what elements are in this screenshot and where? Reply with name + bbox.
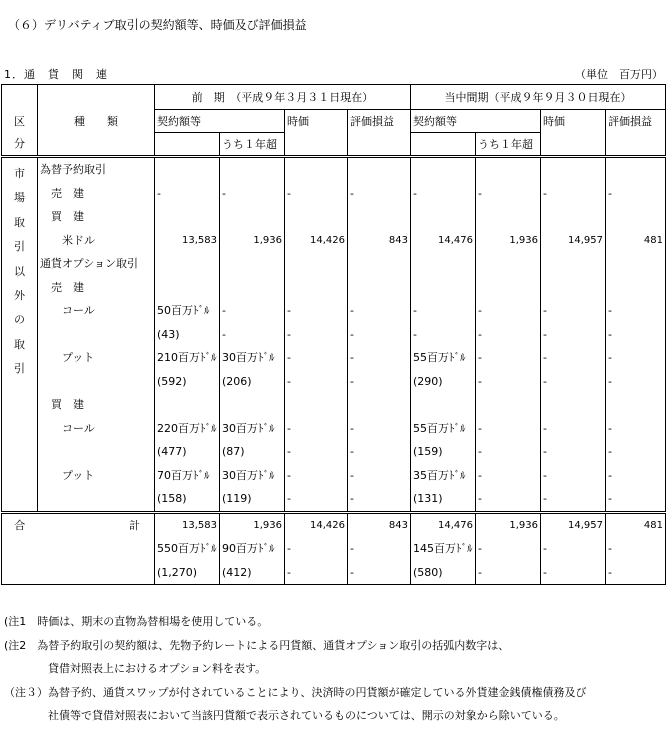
total-value-cell: (1,270) [155,561,220,585]
unit-label: （単位 百万円） [575,68,663,81]
header-curr-fv-blank [541,133,606,157]
table-row [2,276,666,300]
value-cell [220,276,285,300]
header-curr-period: 当中間期（平成９年９月３０日現在） [411,85,666,110]
total-value-cell: (412) [220,561,285,585]
value-cell: - [285,487,348,512]
kind-cell [38,323,155,347]
value-cell [348,276,411,300]
value-cell: - [348,487,411,512]
total-value-cell: - [476,561,541,585]
table-row [2,157,666,182]
note-3-cont: 社債等で貸借対照表において当該円貨額で表示されているものについては、開示の対象から除いている。 [48,709,565,722]
value-cell [476,252,541,276]
derivatives-table [1,84,666,585]
value-cell: (119) [220,487,285,512]
total-value-cell: - [476,537,541,561]
value-cell: - [476,440,541,464]
category-char: の [14,313,25,327]
category-char: 以 [14,264,25,278]
value-cell: - [606,464,666,488]
value-cell [411,157,476,182]
total-value-cell: - [606,561,666,585]
total-value-cell: 481 [606,512,666,537]
value-cell [155,205,220,229]
value-cell: - [606,323,666,347]
value-cell: 13,583 [155,229,220,253]
value-cell [285,276,348,300]
value-cell: - [476,182,541,206]
value-cell [220,393,285,417]
value-cell: (87) [220,440,285,464]
category-char: 取 [14,215,25,229]
total-value-cell: 90百万ﾄﾞﾙ [220,537,285,561]
value-cell [476,393,541,417]
total-value-cell: - [541,561,606,585]
header-prev-valuation: 評価損益 [348,110,411,133]
value-cell: - [220,299,285,323]
category-char: 引 [14,362,25,376]
value-cell: - [476,370,541,394]
value-cell: - [606,299,666,323]
value-cell [220,252,285,276]
value-cell: - [348,346,411,370]
value-cell [411,252,476,276]
total-value-cell: 1,936 [476,512,541,537]
value-cell [541,276,606,300]
table-row [2,299,666,323]
category-char: 外 [14,289,25,303]
kind-cell: コール [38,417,155,441]
value-cell: - [285,299,348,323]
kind-cell: プット [38,346,155,370]
value-cell: - [606,346,666,370]
value-cell: 14,476 [411,229,476,253]
total-value-cell: 550百万ﾄﾞﾙ [155,537,220,561]
total-label-left: 合 [2,512,38,585]
header-prev-over-one-year: うち１年超 [220,133,285,157]
header-curr-valuation: 評価損益 [606,110,666,133]
kind-cell: 為替予約取引 [38,157,155,182]
category-char: 引 [14,240,25,254]
total-value-cell: - [348,561,411,585]
value-cell [606,252,666,276]
value-cell: (290) [411,370,476,394]
kind-cell [38,370,155,394]
total-row [2,512,666,537]
value-cell: - [348,323,411,347]
value-cell [285,205,348,229]
header-curr-contract: 契約額等 [411,110,476,133]
total-value-cell: 14,426 [285,512,348,537]
value-cell: - [155,182,220,206]
table-row [2,182,666,206]
header-prev-val-blank [348,133,411,157]
value-cell: - [348,417,411,441]
value-cell: - [606,417,666,441]
value-cell: (159) [411,440,476,464]
value-cell [220,157,285,182]
header-category-2: 分 [2,133,38,157]
header-curr-contract-cont [476,110,541,133]
value-cell: - [541,299,606,323]
value-cell: - [220,323,285,347]
value-cell: - [606,370,666,394]
value-cell [606,205,666,229]
value-cell: - [285,323,348,347]
value-cell: 55百万ﾄﾞﾙ [411,346,476,370]
total-value-cell: (580) [411,561,476,585]
category-char: 取 [14,337,25,351]
header-prev-fair-value: 時価 [285,110,348,133]
value-cell [411,205,476,229]
value-cell: - [541,346,606,370]
total-value-cell: 14,957 [541,512,606,537]
note-2-cont: 貸借対照表上におけるオプション料を表す。 [48,662,267,675]
category-vertical [2,157,38,513]
value-cell [348,252,411,276]
kind-cell: 買 建 [38,393,155,417]
value-cell: - [348,299,411,323]
value-cell [155,252,220,276]
value-cell [476,276,541,300]
value-cell [606,157,666,182]
value-cell: 30百万ﾄﾞﾙ [220,346,285,370]
table-row [2,487,666,512]
value-cell [155,276,220,300]
header-category-1: 区 [2,110,38,133]
header-blank-cat [2,85,38,110]
value-cell: 1,936 [476,229,541,253]
value-cell [348,157,411,182]
value-cell: 843 [348,229,411,253]
total-value-cell: 14,476 [411,512,476,537]
value-cell [285,252,348,276]
value-cell [541,393,606,417]
value-cell [606,393,666,417]
value-cell [411,393,476,417]
value-cell: - [606,487,666,512]
table-row [2,323,666,347]
value-cell [476,157,541,182]
header-kind: 種 類 [38,110,155,133]
header-prev-contract: 契約額等 [155,110,220,133]
value-cell: - [541,323,606,347]
value-cell: - [348,182,411,206]
value-cell: - [285,417,348,441]
header-prev-fv-blank [285,133,348,157]
value-cell: - [411,323,476,347]
kind-cell: コール [38,299,155,323]
value-cell: (131) [411,487,476,512]
value-cell [348,393,411,417]
section-title: 1．通 貨 関 連 [4,68,108,81]
value-cell: 1,936 [220,229,285,253]
value-cell: - [476,346,541,370]
value-cell [285,157,348,182]
header-prev-period: 前 期 （平成９年３月３１日現在） [155,85,411,110]
value-cell: - [541,487,606,512]
value-cell: 14,957 [541,229,606,253]
table-row [2,440,666,464]
value-cell [155,393,220,417]
value-cell: - [541,440,606,464]
total-label-right: 計 [38,512,155,585]
header-curr-over-one-year: うち１年超 [476,133,541,157]
value-cell: - [541,182,606,206]
note-2: (注2 為替予約取引の契約額は、先物予約レートによる円貨額、通貨オプション取引の括弧内数字は、 [4,638,510,652]
value-cell: - [348,440,411,464]
value-cell: - [541,464,606,488]
value-cell: (477) [155,440,220,464]
total-value-cell: 145百万ﾄﾞﾙ [411,537,476,561]
value-cell: - [476,299,541,323]
value-cell [411,276,476,300]
table-row [2,252,666,276]
value-cell [348,205,411,229]
header-prev-contract-cont [220,110,285,133]
value-cell: 220百万ﾄﾞﾙ [155,417,220,441]
table-row [2,370,666,394]
notes [4,610,586,728]
total-value-cell: - [285,561,348,585]
value-cell: 210百万ﾄﾞﾙ [155,346,220,370]
value-cell: - [541,370,606,394]
value-cell: - [476,323,541,347]
value-cell: - [411,182,476,206]
value-cell: - [220,182,285,206]
note-3: （注３）為替予約、通貨スワップが付されていることにより、決済時の円貨額が確定している外貨建金銭債権債務及び [4,685,587,699]
value-cell: (206) [220,370,285,394]
total-value-cell: 13,583 [155,512,220,537]
kind-cell: 買 建 [38,205,155,229]
table-row [2,417,666,441]
total-value-cell: - [541,537,606,561]
category-char: 場 [14,191,25,205]
table-row [2,205,666,229]
value-cell [606,276,666,300]
note-1: (注1 時価は、期末の直物為替相場を使用している。 [4,615,269,628]
header-curr-contract-blank [411,133,476,157]
total-value-cell: - [606,537,666,561]
value-cell: (158) [155,487,220,512]
value-cell: - [606,440,666,464]
value-cell: - [606,182,666,206]
value-cell: - [285,464,348,488]
value-cell [220,205,285,229]
value-cell: 55百万ﾄﾞﾙ [411,417,476,441]
value-cell: - [285,182,348,206]
value-cell: - [476,417,541,441]
table-row [2,464,666,488]
value-cell [541,205,606,229]
table-row [2,393,666,417]
value-cell: - [285,370,348,394]
value-cell: - [541,417,606,441]
kind-cell [38,440,155,464]
header-curr-fair-value: 時価 [541,110,606,133]
value-cell: - [476,464,541,488]
total-value-cell: 1,936 [220,512,285,537]
value-cell: 481 [606,229,666,253]
total-value-cell: 843 [348,512,411,537]
value-cell: (43) [155,323,220,347]
value-cell: - [285,346,348,370]
value-cell [476,205,541,229]
total-value-cell: - [285,537,348,561]
kind-cell: 売 建 [38,182,155,206]
value-cell: - [348,370,411,394]
kind-cell: 売 建 [38,276,155,300]
kind-cell [38,487,155,512]
header-curr-val-blank [606,133,666,157]
value-cell [285,393,348,417]
value-cell [541,157,606,182]
kind-cell: 米ドル [38,229,155,253]
value-cell: 14,426 [285,229,348,253]
kind-cell: プット [38,464,155,488]
value-cell: 70百万ﾄﾞﾙ [155,464,220,488]
table-row [2,229,666,253]
page-heading: （６）デリバティブ取引の契約額等、時価及び評価損益 [8,18,307,32]
total-value-cell: - [348,537,411,561]
table-row [2,346,666,370]
value-cell: - [476,487,541,512]
header-prev-contract-blank [155,133,220,157]
value-cell [541,252,606,276]
value-cell: 30百万ﾄﾞﾙ [220,417,285,441]
value-cell: - [411,299,476,323]
value-cell: 30百万ﾄﾞﾙ [220,464,285,488]
header-blank-kind [38,85,155,110]
value-cell: - [285,440,348,464]
value-cell: - [348,464,411,488]
category-char: 市 [14,167,25,180]
kind-cell: 通貨オプション取引 [38,252,155,276]
value-cell: 50百万ﾄﾞﾙ [155,299,220,323]
value-cell [155,157,220,182]
header-kind-blank [38,133,155,157]
value-cell: (592) [155,370,220,394]
value-cell: 35百万ﾄﾞﾙ [411,464,476,488]
